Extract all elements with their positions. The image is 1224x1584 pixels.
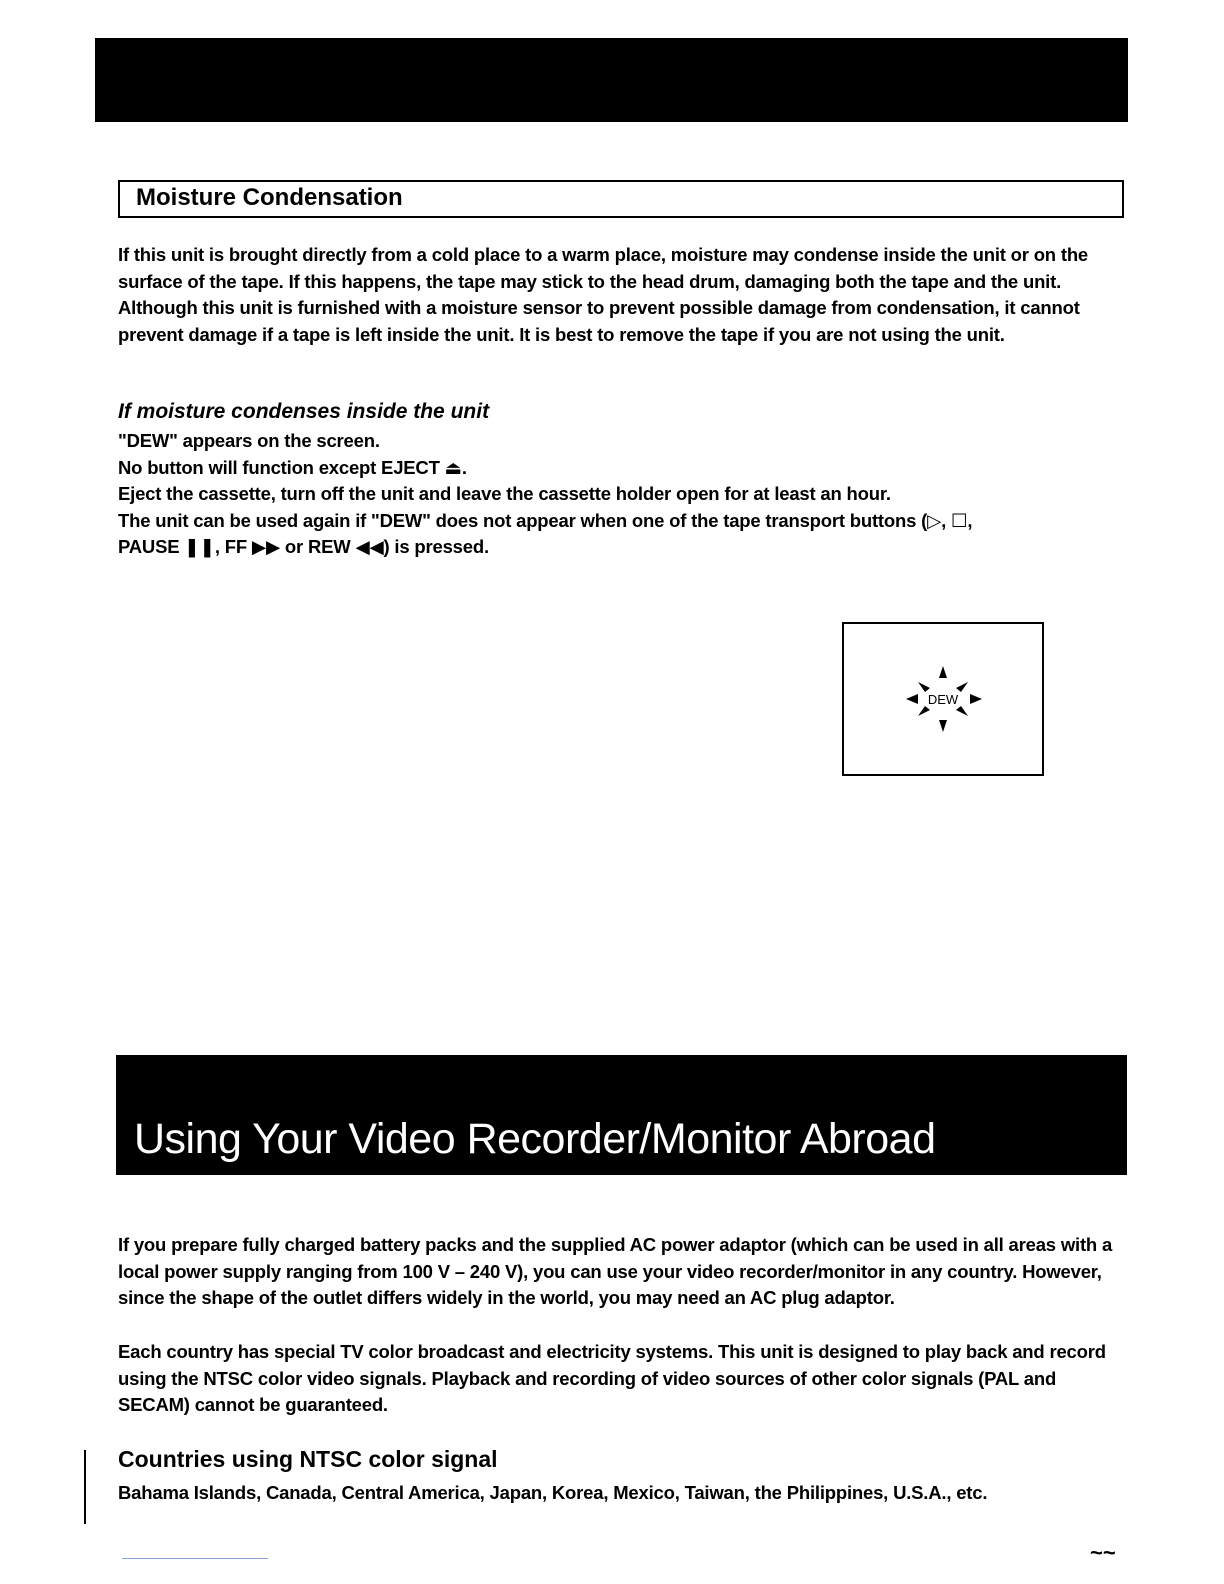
abroad-paragraph-2: Each country has special TV color broadcast and electricity systems. This unit is designed to play back and record using the NTSC color video signals. Playback and recording of video sources of other color signals (PAL and SECAM) cannot be guaranteed. <box>118 1341 1106 1415</box>
countries-heading: Countries using NTSC color signal <box>118 1446 498 1472</box>
dew-line: No button will function except EJECT ⏏. <box>118 456 467 478</box>
section-heading-box <box>118 180 1124 218</box>
footer-rule <box>122 1558 268 1559</box>
dew-line: "DEW" appears on the screen. <box>118 430 380 451</box>
dew-line: Eject the cassette, turn off the unit and leave the cassette holder open for at least an hour. <box>118 483 891 504</box>
header-bar <box>95 38 1128 122</box>
section-title: Moisture Condensation <box>136 184 403 211</box>
countries-list: Bahama Islands, Canada, Central America, Japan, Korea, Mexico, Taiwan, the Philippines, U.S.A., etc. <box>118 1482 988 1503</box>
margin-rule <box>84 1450 86 1524</box>
moisture-subheading: If moisture condenses inside the unit <box>118 400 490 423</box>
dew-line: PAUSE ❚❚, FF ▶▶ or REW ◀◀) is pressed. <box>118 536 489 557</box>
page-number: ~~ <box>1090 1540 1116 1565</box>
dew-screen-illustration <box>842 622 1044 776</box>
dew-label: DEW <box>927 692 959 707</box>
banner-title: Using Your Video Recorder/Monitor Abroad <box>134 1115 936 1163</box>
dew-line: The unit can be used again if "DEW" does not appear when one of the tape transport buttons (▷, ☐, <box>118 509 973 531</box>
abroad-paragraph-1: If you prepare fully charged battery packs and the supplied AC power adaptor (which can be used in all areas with a local power supply ranging from 100 V – 240 V), you can use your video recorder/monitor in any country. However, since the shape of the outlet differs widely in the world, you may need an AC plug adaptor. <box>118 1234 1113 1308</box>
section-banner <box>116 1055 1127 1175</box>
dew-instructions <box>118 428 1118 561</box>
dew-indicator-icon <box>898 654 988 744</box>
moisture-paragraph: If this unit is brought directly from a cold place to a warm place, moisture may condense inside the unit or on the surface of the tape. If this happens, the tape may stick to the head drum, damaging both the tape and the unit. Although this unit is furnished with a moisture sensor to prevent possible damage from condensation, it cannot prevent damage if a tape is left inside the unit. It is best to remove the tape if you are not using the unit. <box>118 244 1089 345</box>
